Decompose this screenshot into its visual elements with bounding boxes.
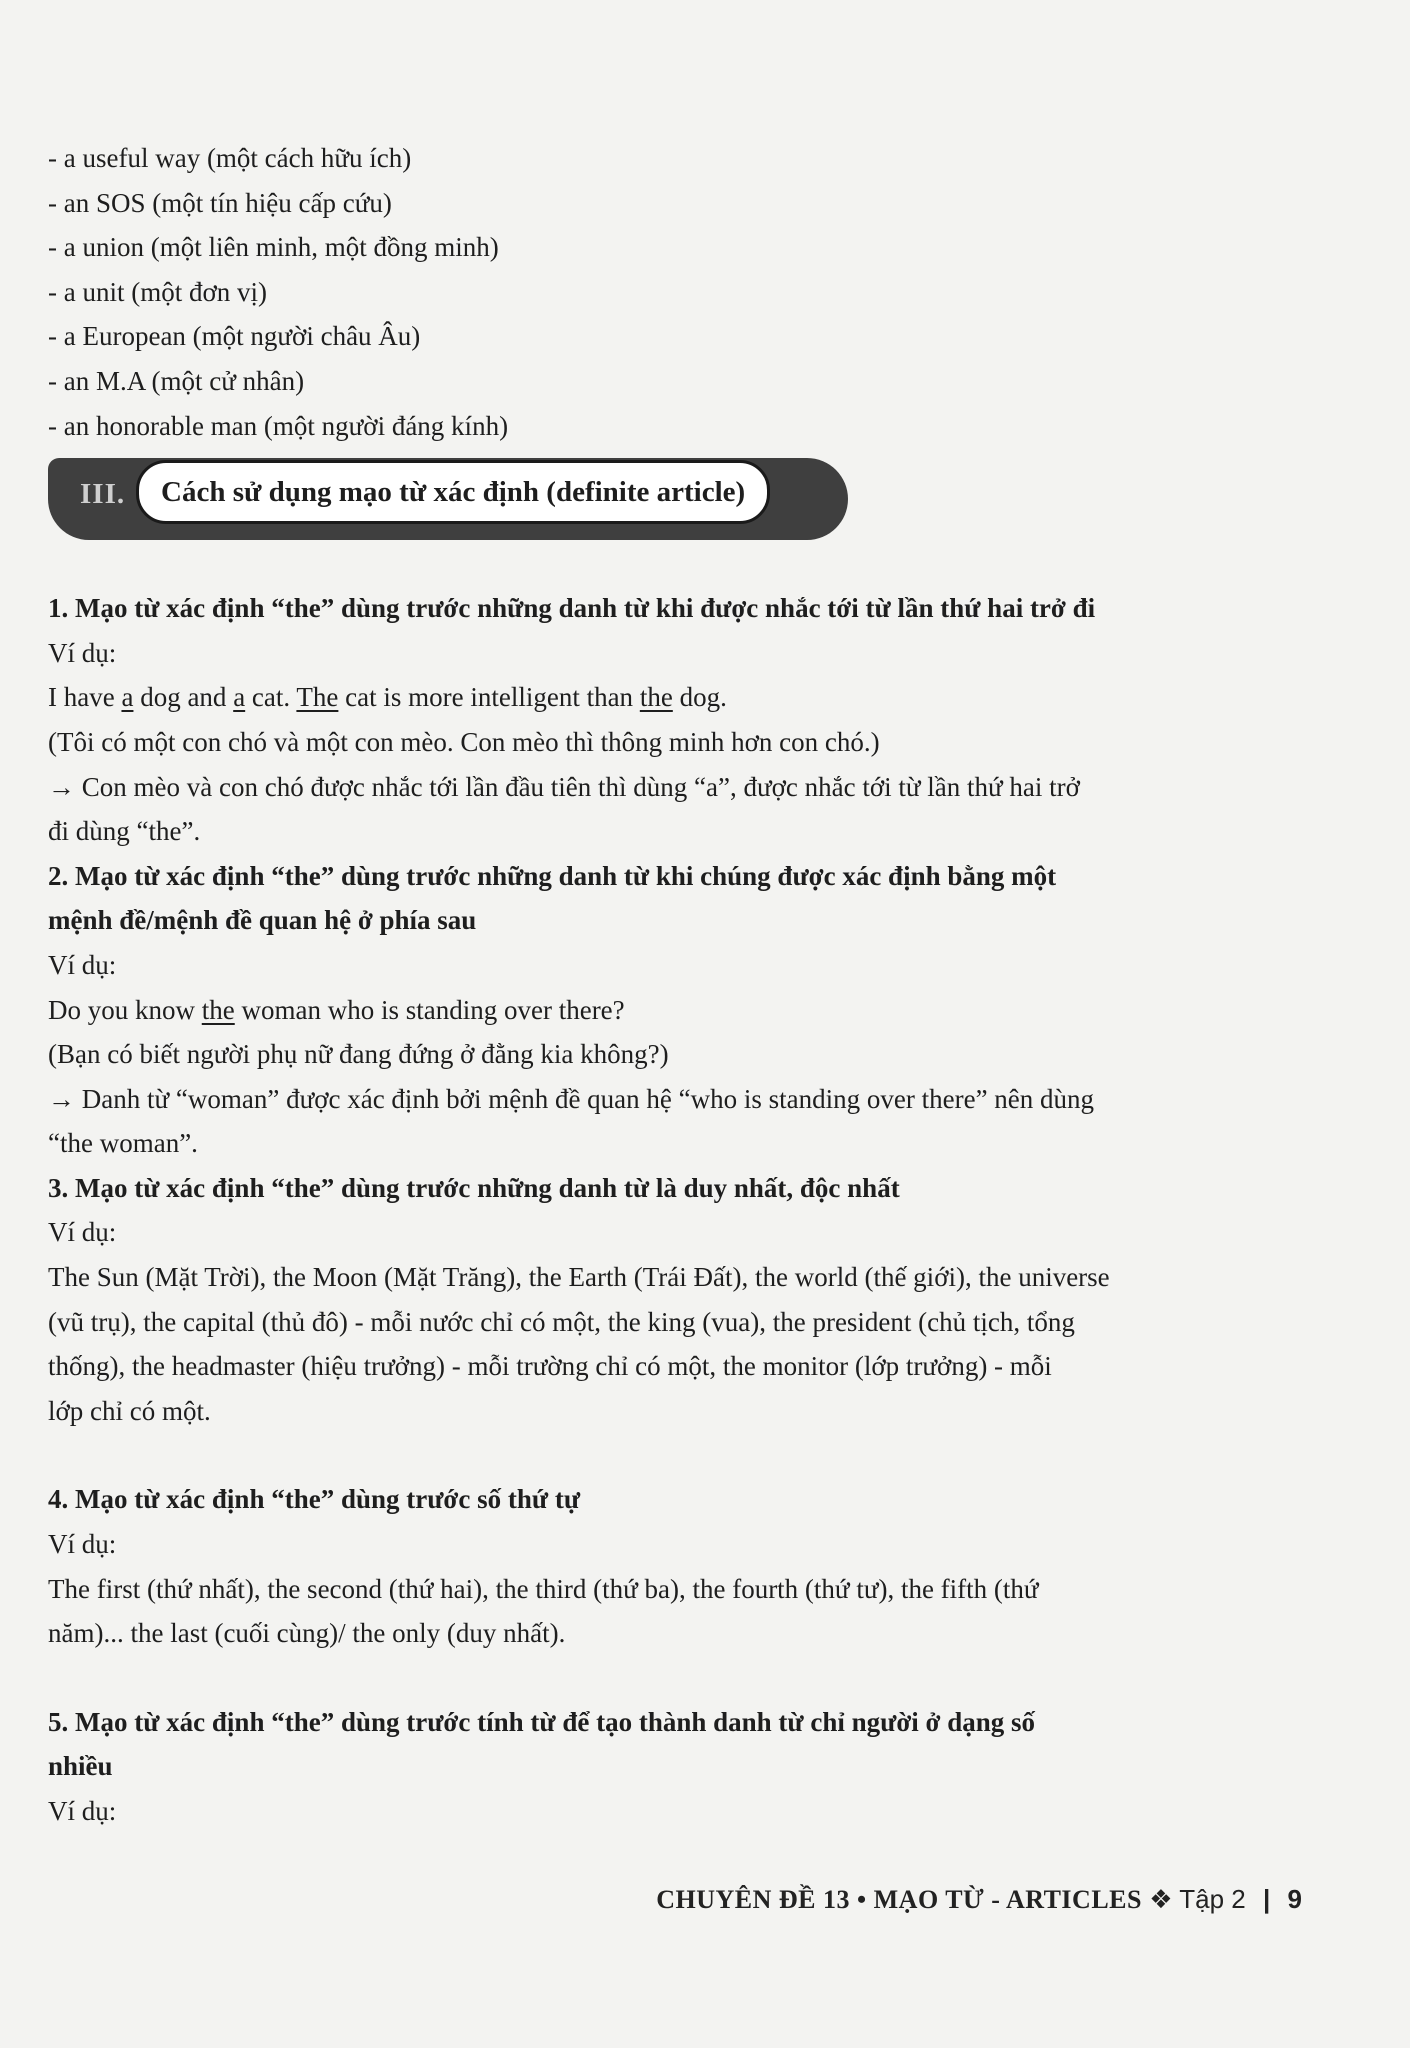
page-footer: [656, 1884, 1302, 1915]
example-line: The Sun (Mặt Trời), the Moon (Mặt Trăng), the Earth (Trái Đất), the world (thế giới), the universe: [48, 1262, 1110, 1293]
explanation-note: → Con mèo và con chó được nhắc tới lần đầu tiên thì dùng “a”, được nhắc tới từ lần thứ hai trở: [48, 771, 1080, 802]
rule-heading: 5. Mạo từ xác định “the” dùng trước tính từ để tạo thành danh từ chỉ người ở dạng số: [48, 1706, 1036, 1737]
explanation-note: đi dùng “the”.: [48, 816, 201, 847]
section-title: Cách sử dụng mạo từ xác định (definite article): [136, 460, 770, 524]
rule-heading: nhiều: [48, 1751, 113, 1782]
example-item: - an SOS (một tín hiệu cấp cứu): [48, 187, 392, 218]
example-line: (vũ trụ), the capital (thủ đô) - mỗi nước chỉ có một, the king (vua), the president (chủ tịch, tổng: [48, 1306, 1075, 1337]
underlined-article: a: [121, 682, 134, 713]
underlined-article: a: [233, 682, 246, 713]
explanation-note: “the woman”.: [48, 1128, 198, 1159]
rule-heading: 1. Mạo từ xác định “the” dùng trước những danh từ khi được nhắc tới từ lần thứ hai trở đi: [48, 593, 1096, 624]
example-label: Ví dụ:: [48, 1796, 117, 1826]
footer-separator: |: [1263, 1884, 1271, 1914]
example-line: năm)... the last (cuối cùng)/ the only (duy nhất).: [48, 1618, 566, 1649]
example-item: - a union (một liên minh, một đồng minh): [48, 232, 499, 263]
example-translation: (Bạn có biết người phụ nữ đang đứng ở đằng kia không?): [48, 1039, 669, 1070]
example-line: The first (thứ nhất), the second (thứ hai), the third (thứ ba), the fourth (thứ tư), the fifth (thứ: [48, 1573, 1039, 1604]
section-number: III.: [80, 478, 126, 511]
example-sentence: I have a dog and a cat. The cat is more intelligent than the dog.: [48, 682, 727, 713]
example-label: Ví dụ:: [48, 1529, 117, 1560]
underlined-article: the: [639, 682, 673, 713]
rule-heading: 4. Mạo từ xác định “the” dùng trước số thứ tự: [48, 1484, 581, 1515]
example-label: Ví dụ:: [48, 1217, 117, 1248]
explanation-note: → Danh từ “woman” được xác định bởi mệnh đề quan hệ “who is standing over there” nên dùng: [48, 1083, 1095, 1114]
rule-heading: mệnh đề/mệnh đề quan hệ ở phía sau: [48, 905, 477, 936]
page-number: 9: [1287, 1884, 1302, 1914]
example-line: lớp chỉ có một.: [48, 1395, 211, 1426]
example-label: Ví dụ:: [48, 949, 117, 980]
page-content: [48, 136, 1303, 1834]
section-banner: [48, 452, 1303, 552]
rule-heading: 2. Mạo từ xác định “the” dùng trước những danh từ khi chúng được xác định bằng một: [48, 860, 1057, 891]
example-label: Ví dụ:: [48, 637, 117, 668]
underlined-article: the: [201, 994, 235, 1025]
footer-topic: CHUYÊN ĐỀ 13 • MẠO TỪ - ARTICLES: [656, 1885, 1142, 1914]
footer-volume: ❖ Tập 2: [1149, 1884, 1246, 1914]
example-translation: (Tôi có một con chó và một con mèo. Con mèo thì thông minh hơn con chó.): [48, 726, 880, 757]
example-sentence: Do you know the woman who is standing over there?: [48, 994, 625, 1025]
underlined-article: The: [296, 682, 339, 713]
rule-heading: 3. Mạo từ xác định “the” dùng trước những danh từ là duy nhất, độc nhất: [48, 1172, 900, 1203]
example-item: - an M.A (một cử nhân): [48, 365, 305, 396]
example-item: - a unit (một đơn vị): [48, 276, 267, 307]
example-item: - a European (một người châu Âu): [48, 321, 421, 352]
example-line: thống), the headmaster (hiệu trưởng) - mỗi trường chỉ có một, the monitor (lớp trưởng) - mỗi: [48, 1351, 1052, 1382]
example-item: - a useful way (một cách hữu ích): [48, 143, 412, 173]
example-item: - an honorable man (một người đáng kính): [48, 410, 509, 441]
